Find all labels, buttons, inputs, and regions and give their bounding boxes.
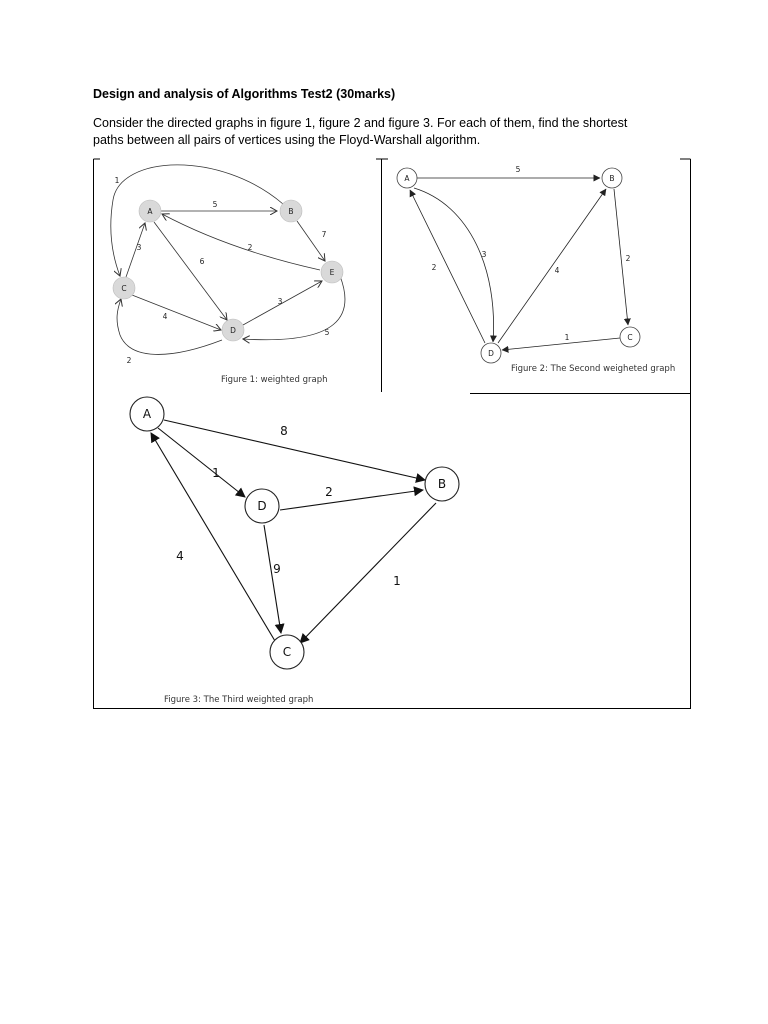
figure-1 bbox=[111, 165, 345, 385]
fig3-edge-a-b bbox=[164, 420, 425, 480]
fig1-edge-b-e bbox=[297, 221, 325, 261]
fig3-weight-b-c: 1 bbox=[393, 574, 401, 588]
fig3-caption: Figure 3: The Third weighted graph bbox=[164, 695, 314, 705]
fig1-weight-d-c: 2 bbox=[126, 356, 132, 365]
fig3-node-d-label: D bbox=[257, 499, 267, 513]
figure-2 bbox=[397, 165, 675, 374]
fig1-weight-a-d: 6 bbox=[199, 257, 205, 266]
fig1-node-d-label: D bbox=[230, 326, 236, 335]
fig1-edge-c-d bbox=[132, 295, 221, 330]
fig2-caption: Figure 2: The Second weigheted graph bbox=[511, 364, 676, 374]
fig1-edge-e-a bbox=[162, 214, 320, 270]
fig1-weight-a-b: 5 bbox=[212, 200, 218, 209]
fig1-caption: Figure 1: weighted graph bbox=[221, 375, 328, 385]
fig1-node-c-label: C bbox=[121, 284, 127, 293]
fig3-weight-d-b: 2 bbox=[325, 485, 333, 499]
document-title: Design and analysis of Algorithms Test2 (30marks) bbox=[93, 87, 396, 101]
fig1-edge-e-d bbox=[243, 276, 345, 340]
fig1-weight-e-a: 2 bbox=[247, 243, 253, 252]
fig3-weight-a-d: 1 bbox=[212, 466, 220, 480]
fig1-edge-c-a bbox=[126, 223, 145, 277]
fig3-weight-c-a: 4 bbox=[176, 549, 184, 563]
fig3-weight-d-c: 9 bbox=[273, 562, 281, 576]
fig2-node-a-label: A bbox=[404, 174, 410, 183]
question-line-2: paths between all pairs of vertices using the Floyd-Warshall algorithm. bbox=[93, 133, 481, 147]
fig2-edge-d-b bbox=[498, 189, 606, 343]
fig1-weight-b-c: 1 bbox=[114, 176, 120, 185]
fig3-edge-b-c bbox=[300, 503, 436, 643]
fig1-edge-d-c bbox=[117, 299, 222, 354]
fig3-node-b-label: B bbox=[437, 477, 447, 491]
fig2-node-d-label: D bbox=[488, 349, 494, 358]
fig1-weight-e-d: 5 bbox=[324, 328, 330, 337]
fig1-edge-b-c bbox=[111, 165, 283, 276]
fig1-weight-b-e: 7 bbox=[321, 230, 327, 239]
figure-frame bbox=[94, 159, 691, 709]
fig2-weight-b-c: 2 bbox=[625, 254, 631, 263]
fig3-node-c-label: C bbox=[282, 645, 292, 659]
question-line-1: Consider the directed graphs in figure 1, figure 2 and figure 3. For each of them, find the shortest bbox=[93, 116, 628, 130]
fig2-edge-d-a bbox=[410, 190, 485, 343]
fig2-node-c-label: C bbox=[627, 333, 633, 342]
fig2-weight-a-d: 3 bbox=[481, 250, 487, 259]
fig1-weight-d-e: 3 bbox=[277, 297, 283, 306]
fig2-weight-a-b: 5 bbox=[515, 165, 521, 174]
fig3-edge-d-c bbox=[264, 525, 281, 633]
fig2-node-b-label: B bbox=[609, 174, 615, 183]
fig3-edge-d-b bbox=[280, 490, 423, 510]
fig2-weight-c-d: 1 bbox=[564, 333, 570, 342]
fig2-weight-d-a: 2 bbox=[431, 263, 437, 272]
fig1-node-e-label: E bbox=[329, 268, 335, 277]
fig1-weight-c-a: 3 bbox=[136, 243, 142, 252]
fig2-weight-d-b: 4 bbox=[554, 266, 560, 275]
fig1-weight-c-d: 4 bbox=[162, 312, 168, 321]
fig2-edge-c-d bbox=[502, 338, 620, 350]
fig3-edge-a-d bbox=[158, 428, 245, 497]
fig1-edge-d-e bbox=[243, 281, 322, 325]
fig1-node-b-label: B bbox=[288, 207, 294, 216]
fig1-node-a-label: A bbox=[147, 207, 153, 216]
fig3-edge-c-a bbox=[151, 433, 275, 641]
figure-3 bbox=[130, 397, 459, 705]
fig3-weight-a-b: 8 bbox=[280, 424, 288, 438]
fig1-edge-a-d bbox=[154, 222, 227, 320]
fig3-node-a-label: A bbox=[142, 407, 152, 421]
fig2-edge-a-d bbox=[414, 188, 494, 342]
